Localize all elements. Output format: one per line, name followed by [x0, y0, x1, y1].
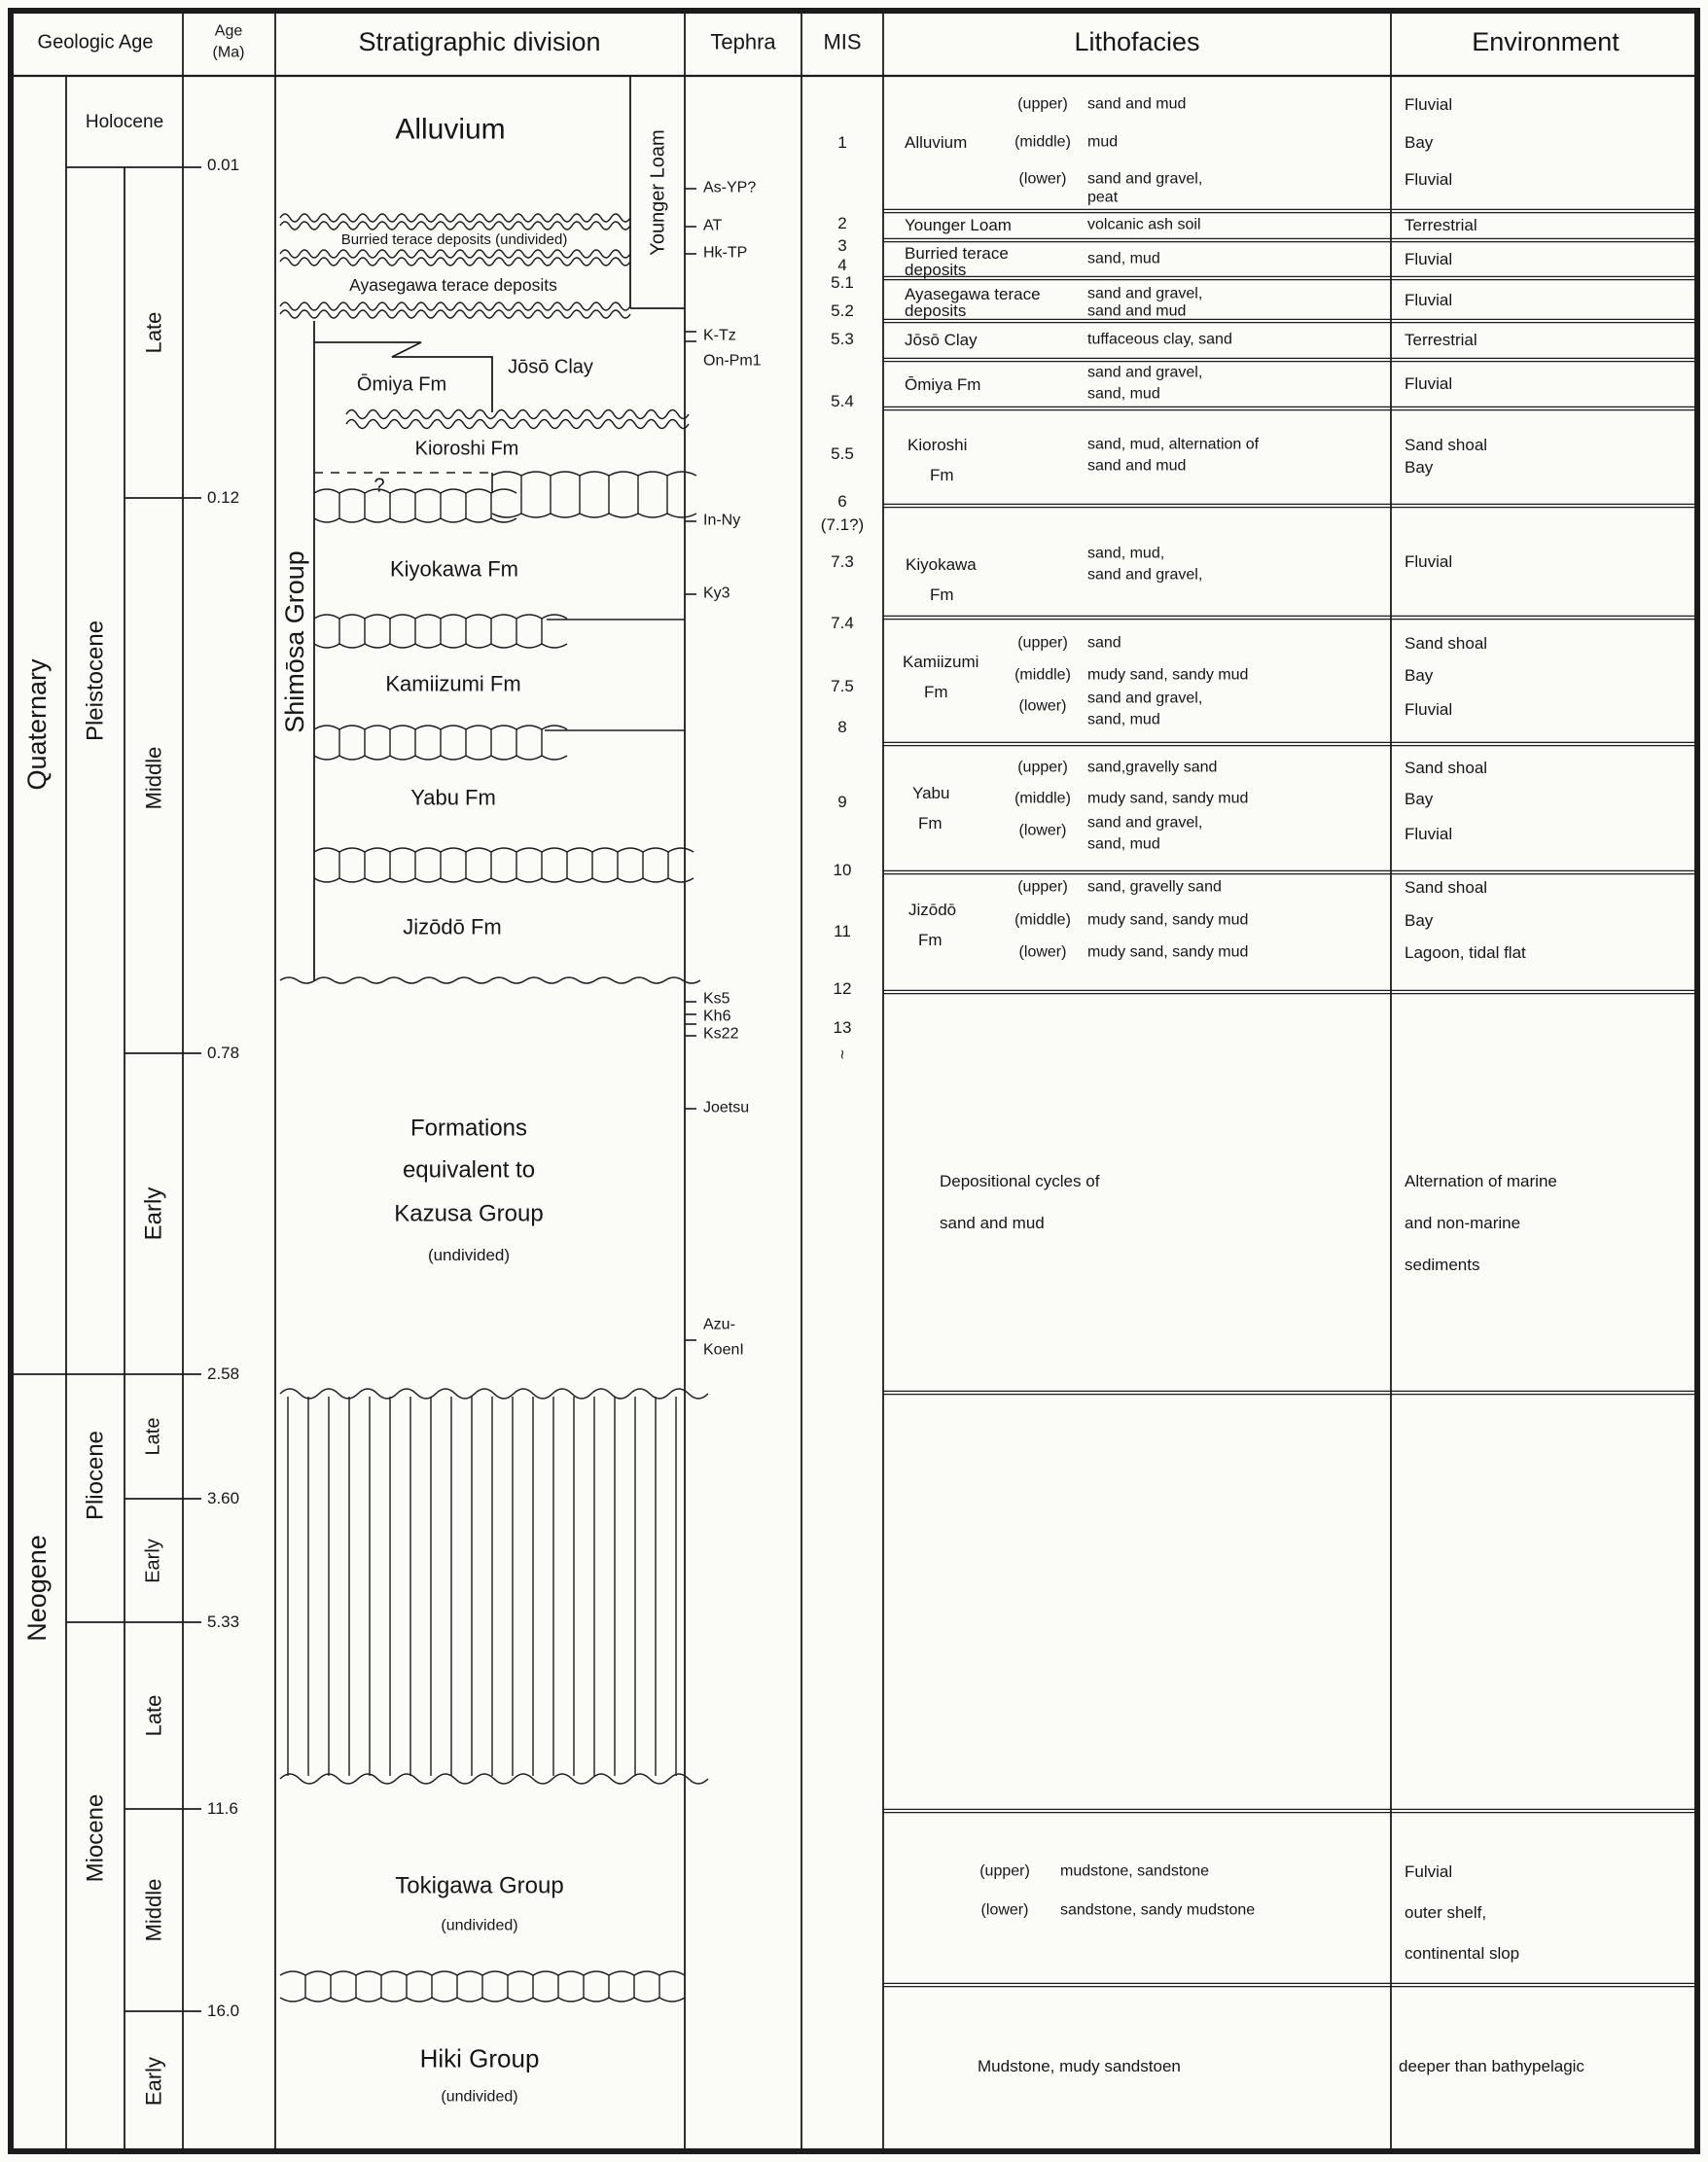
mis-8: 8 — [837, 718, 847, 737]
litho-name-buried-2: deposits — [905, 261, 967, 280]
litho-name-kiyokawa-2: Fm — [930, 585, 954, 605]
mis-5-4: 5.4 — [831, 392, 854, 411]
tephra-in-ny: In-Ny — [703, 512, 741, 529]
subepoch-pleistocene-early: Early — [140, 1187, 167, 1241]
litho-level: (upper) — [979, 1862, 1030, 1880]
env-yabu-upper: Sand shoal — [1405, 759, 1488, 778]
env-kazusa-2: and non-marine — [1405, 1214, 1521, 1233]
header-tephra: Tephra — [710, 29, 776, 54]
mis-5-5: 5.5 — [831, 444, 854, 464]
mis-2: 2 — [837, 214, 847, 233]
epoch-pleistocene: Pleistocene — [82, 620, 109, 742]
tephra-ks5: Ks5 — [703, 990, 730, 1008]
header-age-unit: (Ma) — [212, 44, 245, 61]
strat-kiyokawa: Kiyokawa Fm — [389, 556, 519, 582]
env-jizodo-upper: Sand shoal — [1405, 878, 1488, 898]
mis-10: 10 — [833, 861, 852, 880]
mis-12: 12 — [833, 979, 852, 999]
strat-shimosa-group: Shimōsa Group — [279, 550, 309, 733]
env-kamiizumi-lower: Fluvial — [1405, 700, 1453, 720]
litho-facies-kazusa-2: sand and mud — [940, 1214, 1045, 1233]
tephra-on-pm1: On-Pm1 — [703, 352, 762, 370]
litho-name-ayasegawa-2: deposits — [905, 301, 967, 321]
env-tokigawa-2: outer shelf, — [1405, 1903, 1487, 1923]
litho-name-kioroshi: Kioroshi — [907, 436, 968, 455]
subepoch-miocene-late: Late — [141, 1694, 166, 1737]
litho-name-jizodo: Jizōdō — [908, 901, 957, 920]
tephra-azu-line1: Azu- — [703, 1316, 735, 1333]
mis-11: 11 — [834, 922, 851, 941]
litho-level: (middle) — [1014, 790, 1071, 807]
litho-name-kioroshi-2: Fm — [930, 466, 954, 485]
strat-kazusa-line4: (undivided) — [427, 1246, 511, 1265]
strat-omiya: Ōmiya Fm — [356, 373, 447, 396]
strat-kazusa-line1: Formations — [409, 1115, 528, 1142]
header-lithofacies: Lithofacies — [1074, 26, 1200, 56]
litho-facies: volcanic ash soil — [1087, 216, 1201, 233]
litho-facies: mudstone, sandstone — [1060, 1862, 1209, 1880]
litho-level: (upper) — [1017, 634, 1068, 652]
litho-facies: sand and gravel, — [1087, 566, 1203, 584]
header-environment: Environment — [1472, 26, 1619, 56]
subepoch-pliocene-late: Late — [142, 1417, 164, 1456]
litho-facies: sand, mud — [1087, 711, 1160, 728]
env-tokigawa-3: continental slop — [1405, 1944, 1520, 1964]
litho-name-younger-loam: Younger Loam — [905, 216, 1012, 235]
litho-facies: sand and gravel, — [1087, 814, 1203, 832]
litho-facies: sand and gravel, — [1087, 690, 1203, 707]
litho-level: (lower) — [980, 1901, 1029, 1919]
strat-kamiizumi: Kamiizumi Fm — [385, 671, 521, 696]
mis-4: 4 — [837, 256, 847, 275]
env-alluvium-lower: Fluvial — [1405, 170, 1453, 190]
subepoch-pliocene-early: Early — [142, 1539, 164, 1583]
litho-facies: sand,gravelly sand — [1087, 759, 1218, 776]
litho-facies: sand — [1087, 634, 1121, 652]
strat-question-mark: ? — [374, 475, 385, 497]
strat-joso-clay: Jōsō Clay — [508, 356, 593, 378]
tephra-ky3: Ky3 — [703, 585, 730, 602]
mis-continues-squiggle: ≀ — [839, 1046, 845, 1063]
tephra-at: AT — [703, 217, 723, 234]
env-kazusa-1: Alternation of marine — [1405, 1172, 1557, 1191]
litho-facies: tuffaceous clay, sand — [1087, 331, 1232, 348]
litho-facies: peat — [1087, 189, 1119, 206]
litho-level: (middle) — [1014, 666, 1071, 684]
mis-5-3: 5.3 — [831, 330, 854, 349]
mis-5-2: 5.2 — [831, 301, 854, 321]
litho-facies-kazusa: Depositional cycles of — [940, 1172, 1100, 1191]
subepoch-pleistocene-middle: Middle — [141, 746, 166, 810]
litho-name-ayasegawa: Ayasegawa terace — [905, 285, 1041, 304]
strat-alluvium: Alluvium — [395, 113, 506, 146]
litho-facies: sand, mud — [1087, 835, 1160, 853]
litho-facies: sand, mud, alternation of — [1087, 436, 1260, 453]
litho-facies: sand and gravel, — [1087, 285, 1203, 302]
litho-level: (lower) — [1018, 943, 1067, 961]
litho-facies: sand and mud — [1087, 95, 1187, 113]
litho-name-omiya: Ōmiya Fm — [905, 375, 981, 395]
litho-facies: mudy sand, sandy mud — [1087, 943, 1249, 961]
header-stratigraphic-division: Stratigraphic division — [358, 26, 601, 56]
litho-facies: mudy sand, sandy mud — [1087, 790, 1249, 807]
mis-7-4: 7.4 — [831, 614, 854, 633]
epoch-miocene: Miocene — [82, 1793, 109, 1883]
litho-facies: sand and mud — [1087, 457, 1187, 475]
tephra-joetsu: Joetsu — [703, 1099, 750, 1116]
litho-name-jizodo-2: Fm — [918, 931, 943, 950]
env-buried: Fluvial — [1405, 250, 1453, 269]
env-younger-loam: Terrestrial — [1405, 216, 1477, 235]
env-joso: Terrestrial — [1405, 331, 1477, 350]
period-quaternary: Quaternary — [21, 658, 52, 791]
litho-facies: sand, mud, — [1087, 545, 1165, 562]
litho-facies: sand and mud — [1087, 302, 1187, 320]
litho-facies: mudy sand, sandy mud — [1087, 911, 1249, 929]
env-kamiizumi-middle: Bay — [1405, 666, 1434, 686]
litho-name-yabu: Yabu — [912, 784, 950, 803]
mis-3: 3 — [837, 236, 847, 256]
litho-level: (middle) — [1014, 911, 1071, 929]
tephra-k-tz: K-Tz — [703, 327, 736, 344]
env-jizodo-middle: Bay — [1405, 911, 1434, 931]
env-omiya: Fluvial — [1405, 374, 1453, 394]
env-ayasegawa: Fluvial — [1405, 291, 1453, 310]
env-alluvium-upper: Fluvial — [1405, 95, 1453, 115]
age-tick-533: 5.33 — [207, 1613, 240, 1632]
strat-ayasegawa-terrace: Ayasegawa terace deposits — [349, 274, 557, 295]
header-geologic-age: Geologic Age — [37, 31, 154, 53]
mis-7-3: 7.3 — [831, 552, 854, 572]
litho-facies: sand, mud — [1087, 385, 1160, 403]
litho-name-buried: Burried terace — [905, 244, 1009, 264]
epoch-pliocene: Pliocene — [82, 1430, 109, 1521]
age-tick-258: 2.58 — [207, 1365, 240, 1384]
subepoch-miocene-middle: Middle — [141, 1878, 166, 1942]
age-tick-116: 11.6 — [207, 1799, 238, 1819]
litho-facies: sand, mud — [1087, 250, 1160, 267]
tephra-ks22: Ks22 — [703, 1025, 739, 1043]
litho-facies: mud — [1087, 133, 1119, 151]
strat-yabu: Yabu Fm — [410, 785, 496, 810]
strat-hiki-undivided: (undivided) — [441, 2088, 518, 2106]
strat-kazusa-line2: equivalent to — [402, 1156, 536, 1184]
litho-level: (lower) — [1018, 822, 1067, 839]
env-tokigawa-1: Fulvial — [1405, 1862, 1453, 1882]
tephra-kh6: Kh6 — [703, 1008, 731, 1025]
tephra-as-yp: As-YP? — [703, 179, 757, 196]
litho-facies: sand and gravel, — [1087, 170, 1203, 188]
env-jizodo-lower: Lagoon, tidal flat — [1405, 943, 1526, 963]
env-kamiizumi-upper: Sand shoal — [1405, 634, 1488, 654]
litho-level: (lower) — [1018, 697, 1067, 715]
env-kioroshi-2: Bay — [1405, 458, 1434, 478]
subepoch-pleistocene-late: Late — [141, 311, 166, 354]
litho-name-kiyokawa: Kiyokawa — [906, 555, 977, 575]
strat-tokigawa-undivided: (undivided) — [441, 1917, 518, 1934]
litho-name-kamiizumi-2: Fm — [924, 683, 948, 702]
litho-name-joso: Jōsō Clay — [905, 331, 978, 350]
epoch-holocene: Holocene — [85, 112, 164, 133]
strat-hiki: Hiki Group — [419, 2043, 540, 2073]
litho-level: (lower) — [1018, 170, 1067, 188]
header-mis: MIS — [823, 29, 862, 54]
env-hiki: deeper than bathypelagic — [1399, 2057, 1584, 2076]
env-yabu-lower: Fluvial — [1405, 825, 1453, 844]
mis-13: 13 — [833, 1018, 852, 1038]
header-age: Age — [214, 22, 243, 40]
env-yabu-middle: Bay — [1405, 790, 1434, 809]
litho-name-kamiizumi: Kamiizumi — [903, 653, 979, 672]
env-kioroshi-1: Sand shoal — [1405, 436, 1488, 455]
tephra-hk-tp: Hk-TP — [703, 244, 748, 262]
strat-kazusa-line3: Kazusa Group — [394, 1200, 544, 1227]
mis-7-1: (7.1?) — [820, 515, 865, 535]
subepoch-miocene-early: Early — [141, 2056, 166, 2107]
litho-level: (middle) — [1014, 133, 1071, 151]
litho-facies: sand and gravel, — [1087, 364, 1203, 381]
period-neogene: Neogene — [21, 1535, 52, 1642]
litho-facies-hiki: Mudstone, mudy sandstoen — [978, 2057, 1181, 2076]
env-kazusa-3: sediments — [1405, 1256, 1480, 1275]
mis-9: 9 — [837, 793, 847, 812]
age-tick-001: 0.01 — [207, 156, 240, 175]
strat-kioroshi: Kioroshi Fm — [414, 438, 519, 460]
litho-facies: mudy sand, sandy mud — [1087, 666, 1249, 684]
age-tick-012: 0.12 — [207, 488, 240, 508]
litho-name-yabu-2: Fm — [918, 814, 943, 833]
litho-level: (upper) — [1017, 759, 1068, 776]
litho-level: (upper) — [1017, 878, 1068, 896]
strat-younger-loam: Younger Loam — [647, 129, 669, 256]
age-tick-078: 0.78 — [207, 1044, 240, 1063]
litho-level: (upper) — [1017, 95, 1068, 113]
age-tick-160: 16.0 — [207, 2002, 240, 2021]
strat-jizodo: Jizōdō Fm — [403, 914, 502, 939]
strat-buried-terrace: Burried terace deposits (undivided) — [340, 231, 568, 249]
mis-5-1: 5.1 — [831, 273, 854, 293]
age-tick-360: 3.60 — [207, 1489, 240, 1508]
litho-name-alluvium: Alluvium — [905, 133, 968, 153]
mis-7-5: 7.5 — [831, 677, 854, 696]
tephra-azu-line2: KoenI — [703, 1341, 744, 1359]
litho-facies: sandstone, sandy mudstone — [1060, 1901, 1256, 1919]
strat-tokigawa: Tokigawa Group — [395, 1872, 564, 1899]
litho-facies: sand, gravelly sand — [1087, 878, 1222, 896]
mis-1: 1 — [837, 133, 847, 153]
env-kiyokawa: Fluvial — [1405, 552, 1453, 572]
env-alluvium-middle: Bay — [1405, 133, 1434, 153]
mis-6: 6 — [837, 492, 847, 512]
